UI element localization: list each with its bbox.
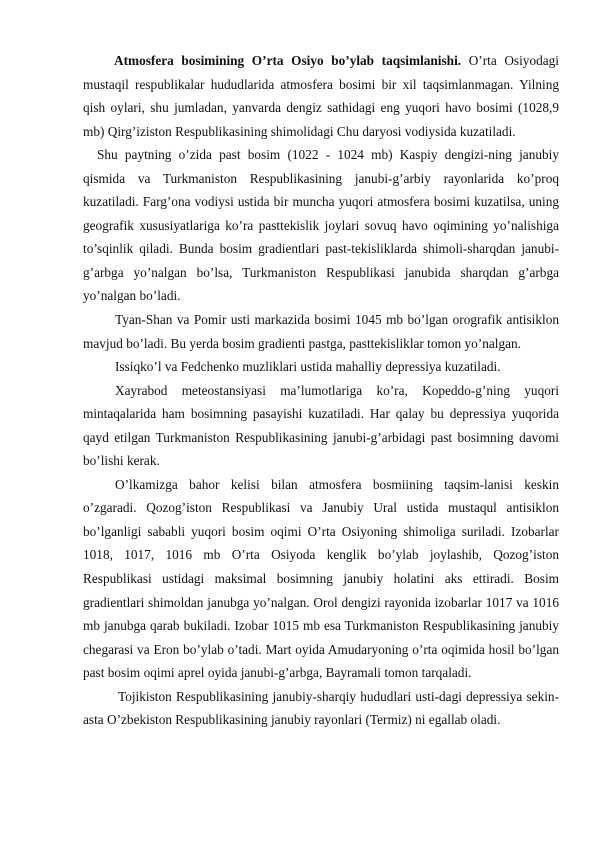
paragraph-tajikistan-depression: Tojikiston Respublikasining janubiy-sharqiy hududlari usti-dagi depressiya sekin-asta O’zbekiston Respublikasining janubiy rayonlari (Termiz) ni egallab oladi.	[83, 688, 559, 728]
paragraph-pressure-distribution-intro	[83, 49, 559, 143]
paragraph-kopetdag-pressure: Xayrabod meteostansiyasi ma’lumotlariga ko’ra, Kopeddo-g’ning yuqori mintaqalarida ham bosimning pasayishi kuzatiladi. Har qalay bu depressiya yuqorida qayd etilgan Turkmaniston Respublikasining janubi-g’arbidagi past bosimning davomi bo’lishi kerak.	[83, 382, 559, 469]
section-heading: Atmosfera bosimining O’rta Osiyo bo’ylab taqsimlanishi.	[114, 53, 462, 68]
paragraph-text: O’rta Osiyodagi mustaqil respublikalar hududlarida atmosfera bosimi bir xil taqsimlanmagan. Yilning qish oylari, shu jumladan, yanvarda dengiz sathidagi eng yuqori havo bosimi (1028,9 mb) Qirg’iziston Respublikasining shimolidagi Chu daryosi vodiysida kuzatiladi.	[83, 53, 559, 139]
paragraph-low-pressure: Shu paytning o’zida past bosim (1022 - 1024 mb) Kaspiy dengizi-ning janubiy qismida va Turkmaniston Respublikasining janubi-g’arbiy rayonlarida ko’proq kuzatiladi. Farg’ona vodiysi ustida bir muncha yuqori atmosfera bosimi kuzatilsa, uning geografik xususiyatlariga ko’ra pasttekislik joylari sovuq havo oqimining yo’nalishiga to’sqinlik qiladi. Bunda bosim gradientlari past-tekisliklarda shimoli-sharqdan janubi-g’arbga yo’nalgan bo’lsa, Turkmaniston Respublikasi janubida sharqdan g’arbga yo’nalgan bo’ladi.	[83, 147, 559, 304]
paragraph-orographic-anticyclone: Tyan-Shan va Pomir usti markazida bosimi 1045 mb bo’lgan orografik antisiklon mavjud bo’ladi. Bu yerda bosim gradienti pastga, pasttekisliklar tomon yo’nalgan.	[83, 312, 559, 351]
paragraph-local-depression: Issiqko’l va Fedchenko muzliklari ustida mahalliy depressiya kuzatiladi.	[115, 359, 501, 375]
paragraph-spring-pressure: O’lkamizga bahor kelisi bilan atmosfera bosmiining taqsim-lanisi keskin o’zgaradi. Qozog’iston Respublikasi va Janubiy Ural ustida mustaqul antisiklon bo’lganligi sababli yuqori bosim oqimi O’rta Osiyoning shimoliga suriladi. Izobarlar 1018, 1017, 1016 mb O’rta Osiyoda kenglik bo’ylab joylashib, Qozog’iston Respublikasi ustidagi maksimal bosimning janubiy holatini aks ettiradi. Bosim gradientlari shimoldan janubga yo’nalgan. Orol dengizi rayonida izobarlar 1017 va 1016 mb janubga qarab bukiladi. Izobar 1015 mb esa Turkmaniston Respublikasining janubiy chegarasi va Eron bo’ylab o’tadi. Mart oyida Amudaryoning o’rta oqimida hosil bo’lgan past bosim oqimi aprel oyida janubi-g’arbga, Bayramali tomon tarqaladi.	[83, 476, 559, 681]
document-page	[83, 49, 559, 732]
